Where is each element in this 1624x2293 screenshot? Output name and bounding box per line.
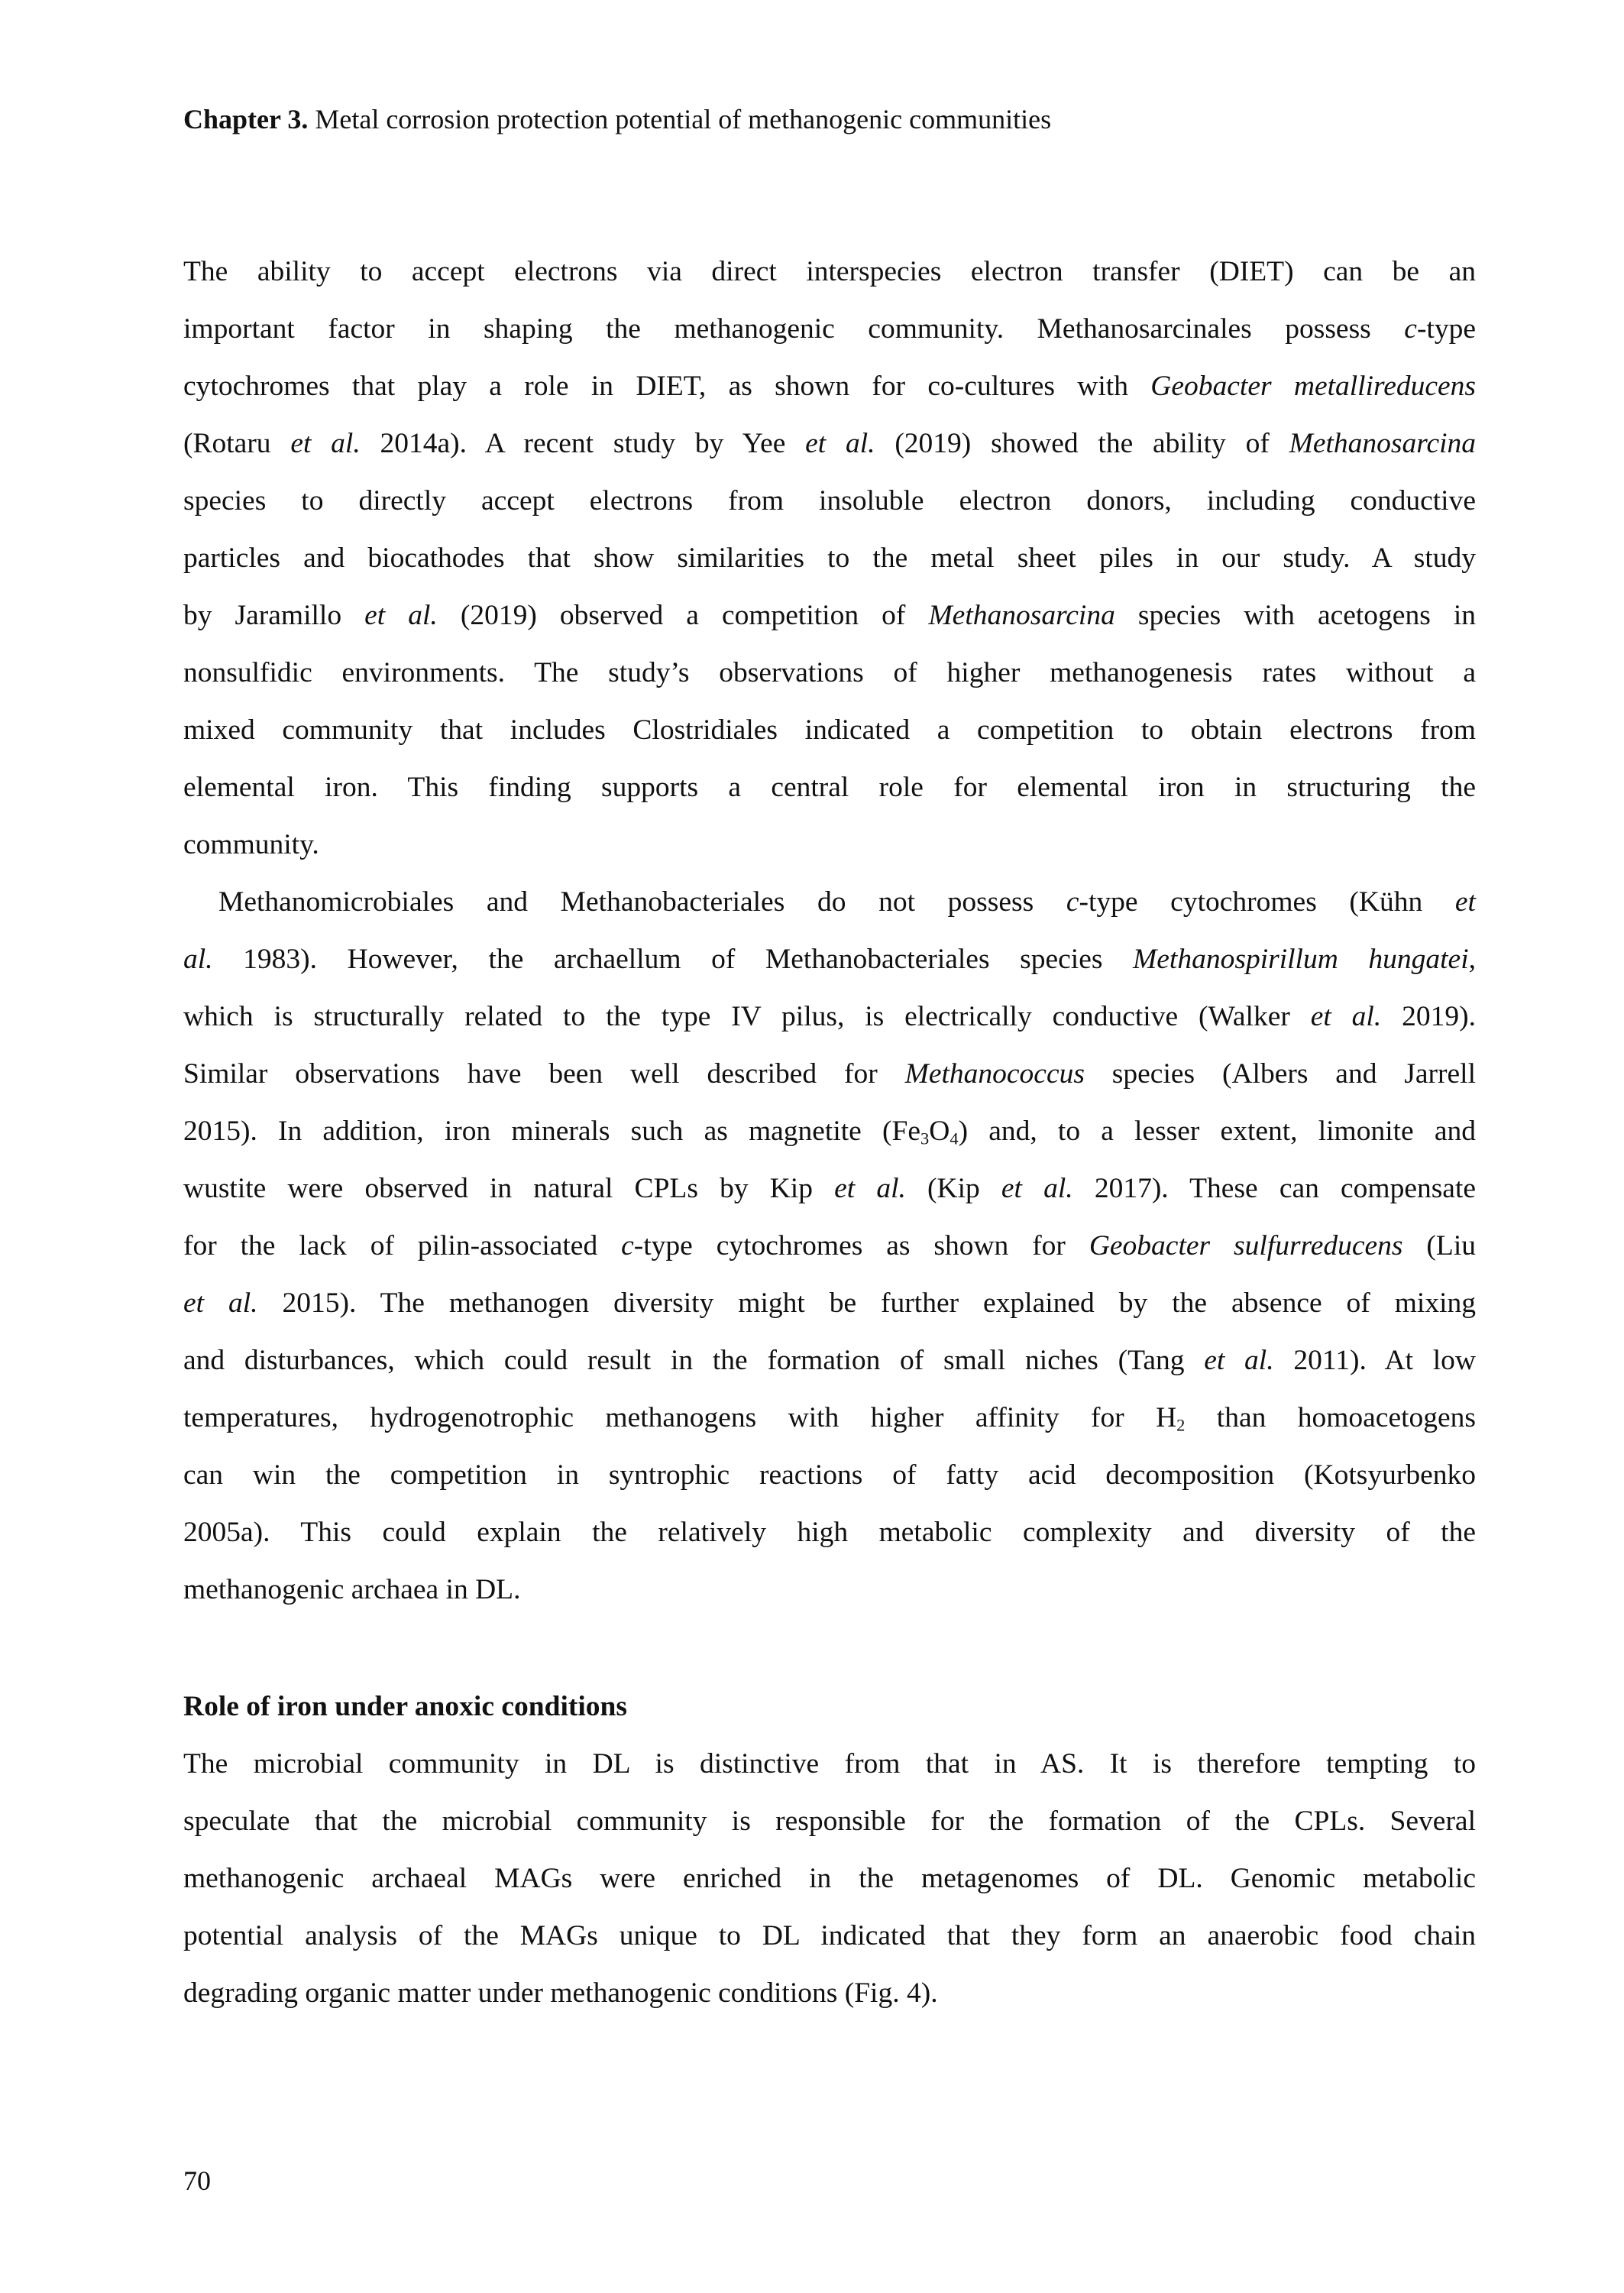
text-line: methanogenic archaea in DL. <box>183 1574 521 1605</box>
text-line: species to directly accept electrons from insoluble electron donors, including conductive <box>183 485 1476 517</box>
text-line: important factor in shaping the methanogenic community. Methanosarcinales possess c-type <box>183 313 1476 345</box>
text-line: (Rotaru et al. 2014a). A recent study by Yee et al. (2019) showed the ability of Methanosarcina <box>183 428 1477 459</box>
text-line: by Jaramillo et al. (2019) observed a competition of Methanosarcina species with acetogens in <box>183 600 1477 631</box>
text-line: which is structurally related to the type IV pilus, is electrically conductive (Walker et al. 2019). <box>183 1001 1476 1032</box>
text-line: al. 1983). However, the archaellum of Methanobacteriales species Methanospirillum hungatei, <box>183 944 1476 975</box>
section-heading: Role of iron under anoxic conditions <box>183 1691 627 1722</box>
text-line: community. <box>183 829 319 860</box>
text-line: for the lack of pilin-associated c-type cytochromes as shown for Geobacter sulfurreducens (Liu <box>183 1230 1476 1261</box>
text-line: wustite were observed in natural CPLs by Kip et al. (Kip et al. 2017). These can compensate <box>183 1173 1477 1204</box>
text-line: degrading organic matter under methanogenic conditions (Fig. 4). <box>183 1977 938 2009</box>
text-line: can win the competition in syntrophic reactions of fatty acid decomposition (Kotsyurbenko <box>183 1459 1476 1491</box>
paragraph-diet <box>183 243 1476 873</box>
chapter-label: Chapter 3. <box>183 104 309 134</box>
chapter-title: Metal corrosion protection potential of methanogenic communities <box>315 104 1052 134</box>
text-line: Methanomicrobiales and Methanobacteriales do not possess c-type cytochromes (Kühn et <box>218 886 1476 918</box>
text-line: The ability to accept electrons via direct interspecies electron transfer (DIET) can be an <box>183 256 1476 287</box>
text-line: mixed community that includes Clostridiales indicated a competition to obtain electrons from <box>183 714 1476 746</box>
text-line: speculate that the microbial community is responsible for the formation of the CPLs. Several <box>183 1806 1476 1837</box>
text-line: 2005a). This could explain the relatively high metabolic complexity and diversity of the <box>183 1517 1476 1548</box>
text-line: The microbial community in DL is distinctive from that in AS. It is therefore tempting to <box>183 1748 1476 1780</box>
text-line: methanogenic archaeal MAGs were enriched in the metagenomes of DL. Genomic metabolic <box>183 1863 1476 1894</box>
text-line: particles and biocathodes that show similarities to the metal sheet piles in our study. A study <box>183 542 1476 574</box>
section-spacer <box>183 1618 1476 1678</box>
running-header <box>183 101 1051 138</box>
text-line: elemental iron. This finding supports a central role for elemental iron in structuring the <box>183 772 1476 803</box>
text-line: and disturbances, which could result in the formation of small niches (Tang et al. 2011). At low <box>183 1345 1476 1376</box>
paragraph-methanogen-diversity <box>183 873 1476 1618</box>
page-body <box>183 243 1476 2022</box>
text-line: et al. 2015). The methanogen diversity might be further explained by the absence of mixing <box>183 1287 1476 1319</box>
text-line: nonsulfidic environments. The study’s observations of higher methanogenesis rates without a <box>183 657 1476 688</box>
text-line: Similar observations have been well described for Methanococcus species (Albers and Jarrell <box>183 1058 1477 1090</box>
text-line: potential analysis of the MAGs unique to DL indicated that they form an anaerobic food chain <box>183 1920 1476 1951</box>
text-line: 2015). In addition, iron minerals such as magnetite $(Fe_3O_4)$ and, to a lesser extent, limonite and <box>183 1116 1476 1148</box>
text-line: cytochromes that play a role in DIET, as shown for co-cultures with Geobacter metallireducens <box>183 371 1476 402</box>
paragraph-role-of-iron <box>183 1735 1476 2022</box>
page-number: 70 <box>183 2165 211 2196</box>
text-line: temperatures, hydrogenotrophic methanogens with higher affinity for $H_2$ than homoacetogens <box>183 1402 1476 1435</box>
